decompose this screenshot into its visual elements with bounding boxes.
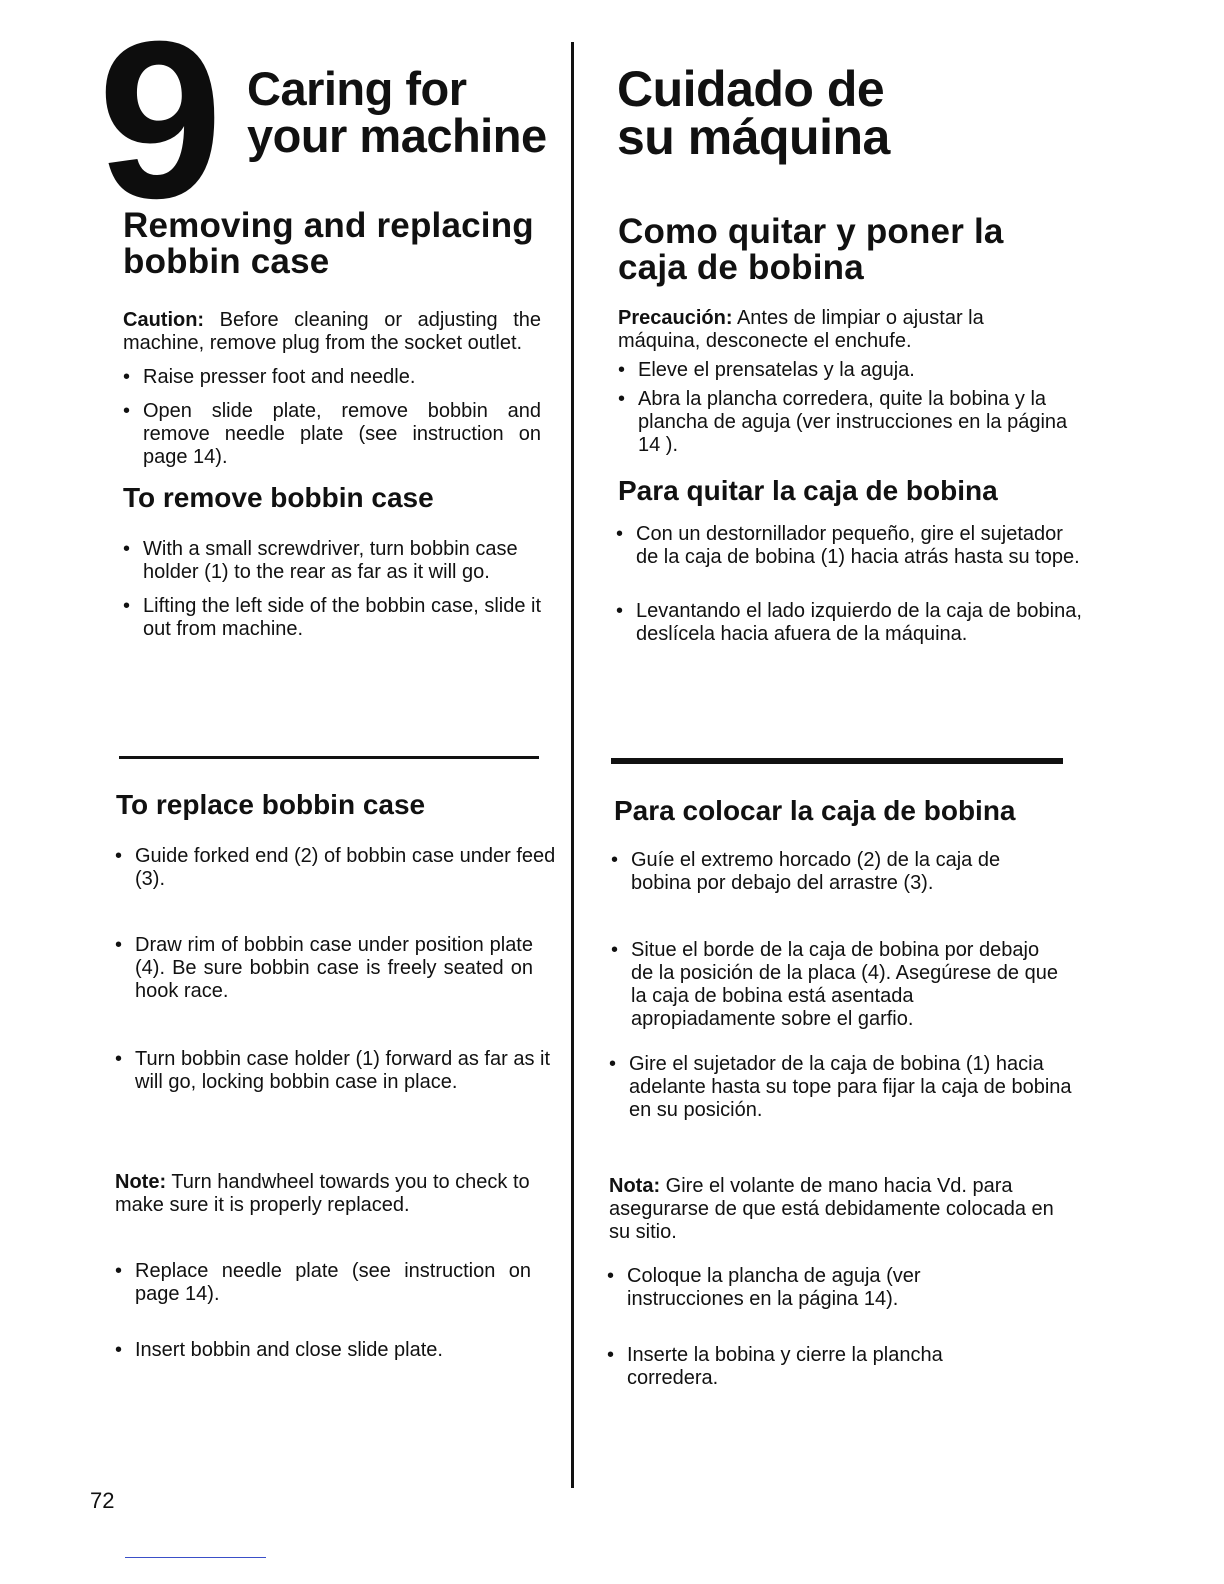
- list-item-text: • Turn bobbin case holder (1) forward as far as it will go, locking bobbin case in place.: [135, 1048, 551, 1093]
- list-item-text: • Inserte la bobina y cierre la plancha corredera.: [627, 1344, 943, 1389]
- list-item: [611, 849, 1061, 895]
- replace-title-english: To replace bobbin case: [116, 789, 426, 820]
- list-item: [123, 400, 541, 469]
- list-item: [123, 595, 563, 641]
- section-title-english: [123, 208, 534, 280]
- list-item-text: • Con un destornillador pequeño, gire el sujetador de la caja de bobina (1) hacia atrás hasta su tope.: [636, 523, 1080, 568]
- chapter-title-line: su máquina: [617, 109, 890, 165]
- caution-label: Precaución:: [618, 307, 733, 329]
- note-paragraph-spanish: [609, 1175, 1064, 1244]
- note-text: Turn handwheel towards you to check to make sure it is properly replaced.: [115, 1171, 530, 1216]
- chapter-title-line: your machine: [247, 109, 547, 162]
- section-rule-english: [119, 756, 539, 759]
- caution-text: Antes de limpiar o ajustar la máquina, desconecte el enchufe.: [618, 307, 984, 352]
- page-number: 72: [90, 1488, 115, 1513]
- chapter-title-spanish: [617, 61, 890, 165]
- list-item-text: • Guíe el extremo horcado (2) de la caja de bobina por debajo del arrastre (3).: [631, 849, 1001, 894]
- list-item: [115, 1048, 560, 1094]
- note-label: Note:: [115, 1171, 167, 1193]
- list-item-text: • Eleve el prensatelas y la aguja.: [638, 359, 915, 381]
- chapter-title-line: Caring for: [247, 62, 467, 115]
- list-item-text: • Levantando el lado izquierdo de la caja de bobina, deslícela hacia afuera de la máquina.: [636, 600, 1082, 645]
- list-item-text: • Draw rim of bobbin case under position plate (4). Be sure bobbin case is freely seated on hook race.: [135, 934, 533, 1002]
- list-item: [609, 1053, 1084, 1122]
- list-item: [115, 1260, 531, 1306]
- list-item: [115, 1339, 560, 1362]
- footer-rule: [125, 1557, 266, 1558]
- section-title-line: Como quitar y poner la: [618, 212, 1004, 251]
- list-item: [616, 600, 1084, 646]
- list-item-text: • Guide forked end (2) of bobbin case under feed (3).: [135, 845, 556, 890]
- section-title-line: Removing and replacing: [123, 206, 534, 245]
- remove-title-spanish: Para quitar la caja de bobina: [618, 475, 998, 506]
- section-title-line: bobbin case: [123, 242, 330, 281]
- caution-text: Before cleaning or adjusting the machine, remove plug from the socket outlet.: [123, 309, 541, 354]
- list-item: [115, 845, 560, 891]
- caution-paragraph-spanish: [618, 307, 1048, 353]
- list-item-text: • Open slide plate, remove bobbin and remove needle plate (see instruction on page 14).: [143, 400, 541, 468]
- list-item: [611, 939, 1061, 1031]
- chapter-title-english: [247, 62, 547, 162]
- list-item-text: • Gire el sujetador de la caja de bobina (1) hacia adelante hasta su tope para fijar la caja de bobina en su posición.: [629, 1053, 1072, 1121]
- list-item: [607, 1265, 987, 1311]
- chapter-title-line: Cuidado de: [617, 61, 885, 117]
- list-item-text: • Replace needle plate (see instruction on page 14).: [135, 1260, 531, 1305]
- replace-title-spanish: Para colocar la caja de bobina: [614, 795, 1016, 826]
- note-paragraph-english: [115, 1171, 540, 1217]
- list-item: [618, 359, 1078, 382]
- list-item-text: • Situe el borde de la caja de bobina por debajo de la posición de la placa (4). Asegúrese de que la caja de bobina está asentada apropiadamente sobre el garfio.: [631, 939, 1058, 1030]
- column-divider: [571, 42, 574, 1488]
- list-item: [123, 538, 563, 584]
- list-item-text: • Abra la plancha corredera, quite la bobina y la plancha de aguja (ver instrucciones en la página 14 ).: [638, 388, 1068, 456]
- list-item-text: • Lifting the left side of the bobbin case, slide it out from machine.: [143, 595, 542, 640]
- note-text: Gire el volante de mano hacia Vd. para asegurarse de que está debidamente colocada en su sitio.: [609, 1175, 1054, 1243]
- section-title-line: caja de bobina: [618, 248, 864, 287]
- list-item: [616, 523, 1084, 569]
- list-item: [123, 366, 563, 389]
- list-item-text: • Coloque la plancha de aguja (ver instrucciones en la página 14).: [627, 1265, 921, 1310]
- list-item-text: • With a small screwdriver, turn bobbin case holder (1) to the rear as far as it will go.: [143, 538, 518, 583]
- note-label: Nota:: [609, 1175, 661, 1197]
- section-rule-spanish: [611, 758, 1063, 764]
- chapter-number: 9: [98, 0, 217, 245]
- list-item: [115, 934, 533, 1003]
- caution-paragraph-english: [123, 309, 541, 355]
- caution-label: Caution:: [123, 309, 205, 331]
- list-item: [618, 388, 1078, 457]
- list-item: [607, 1344, 1007, 1390]
- section-title-spanish: [618, 214, 1004, 286]
- remove-title-english: To remove bobbin case: [123, 482, 434, 513]
- list-item-text: • Insert bobbin and close slide plate.: [135, 1339, 443, 1361]
- list-item-text: • Raise presser foot and needle.: [143, 366, 416, 388]
